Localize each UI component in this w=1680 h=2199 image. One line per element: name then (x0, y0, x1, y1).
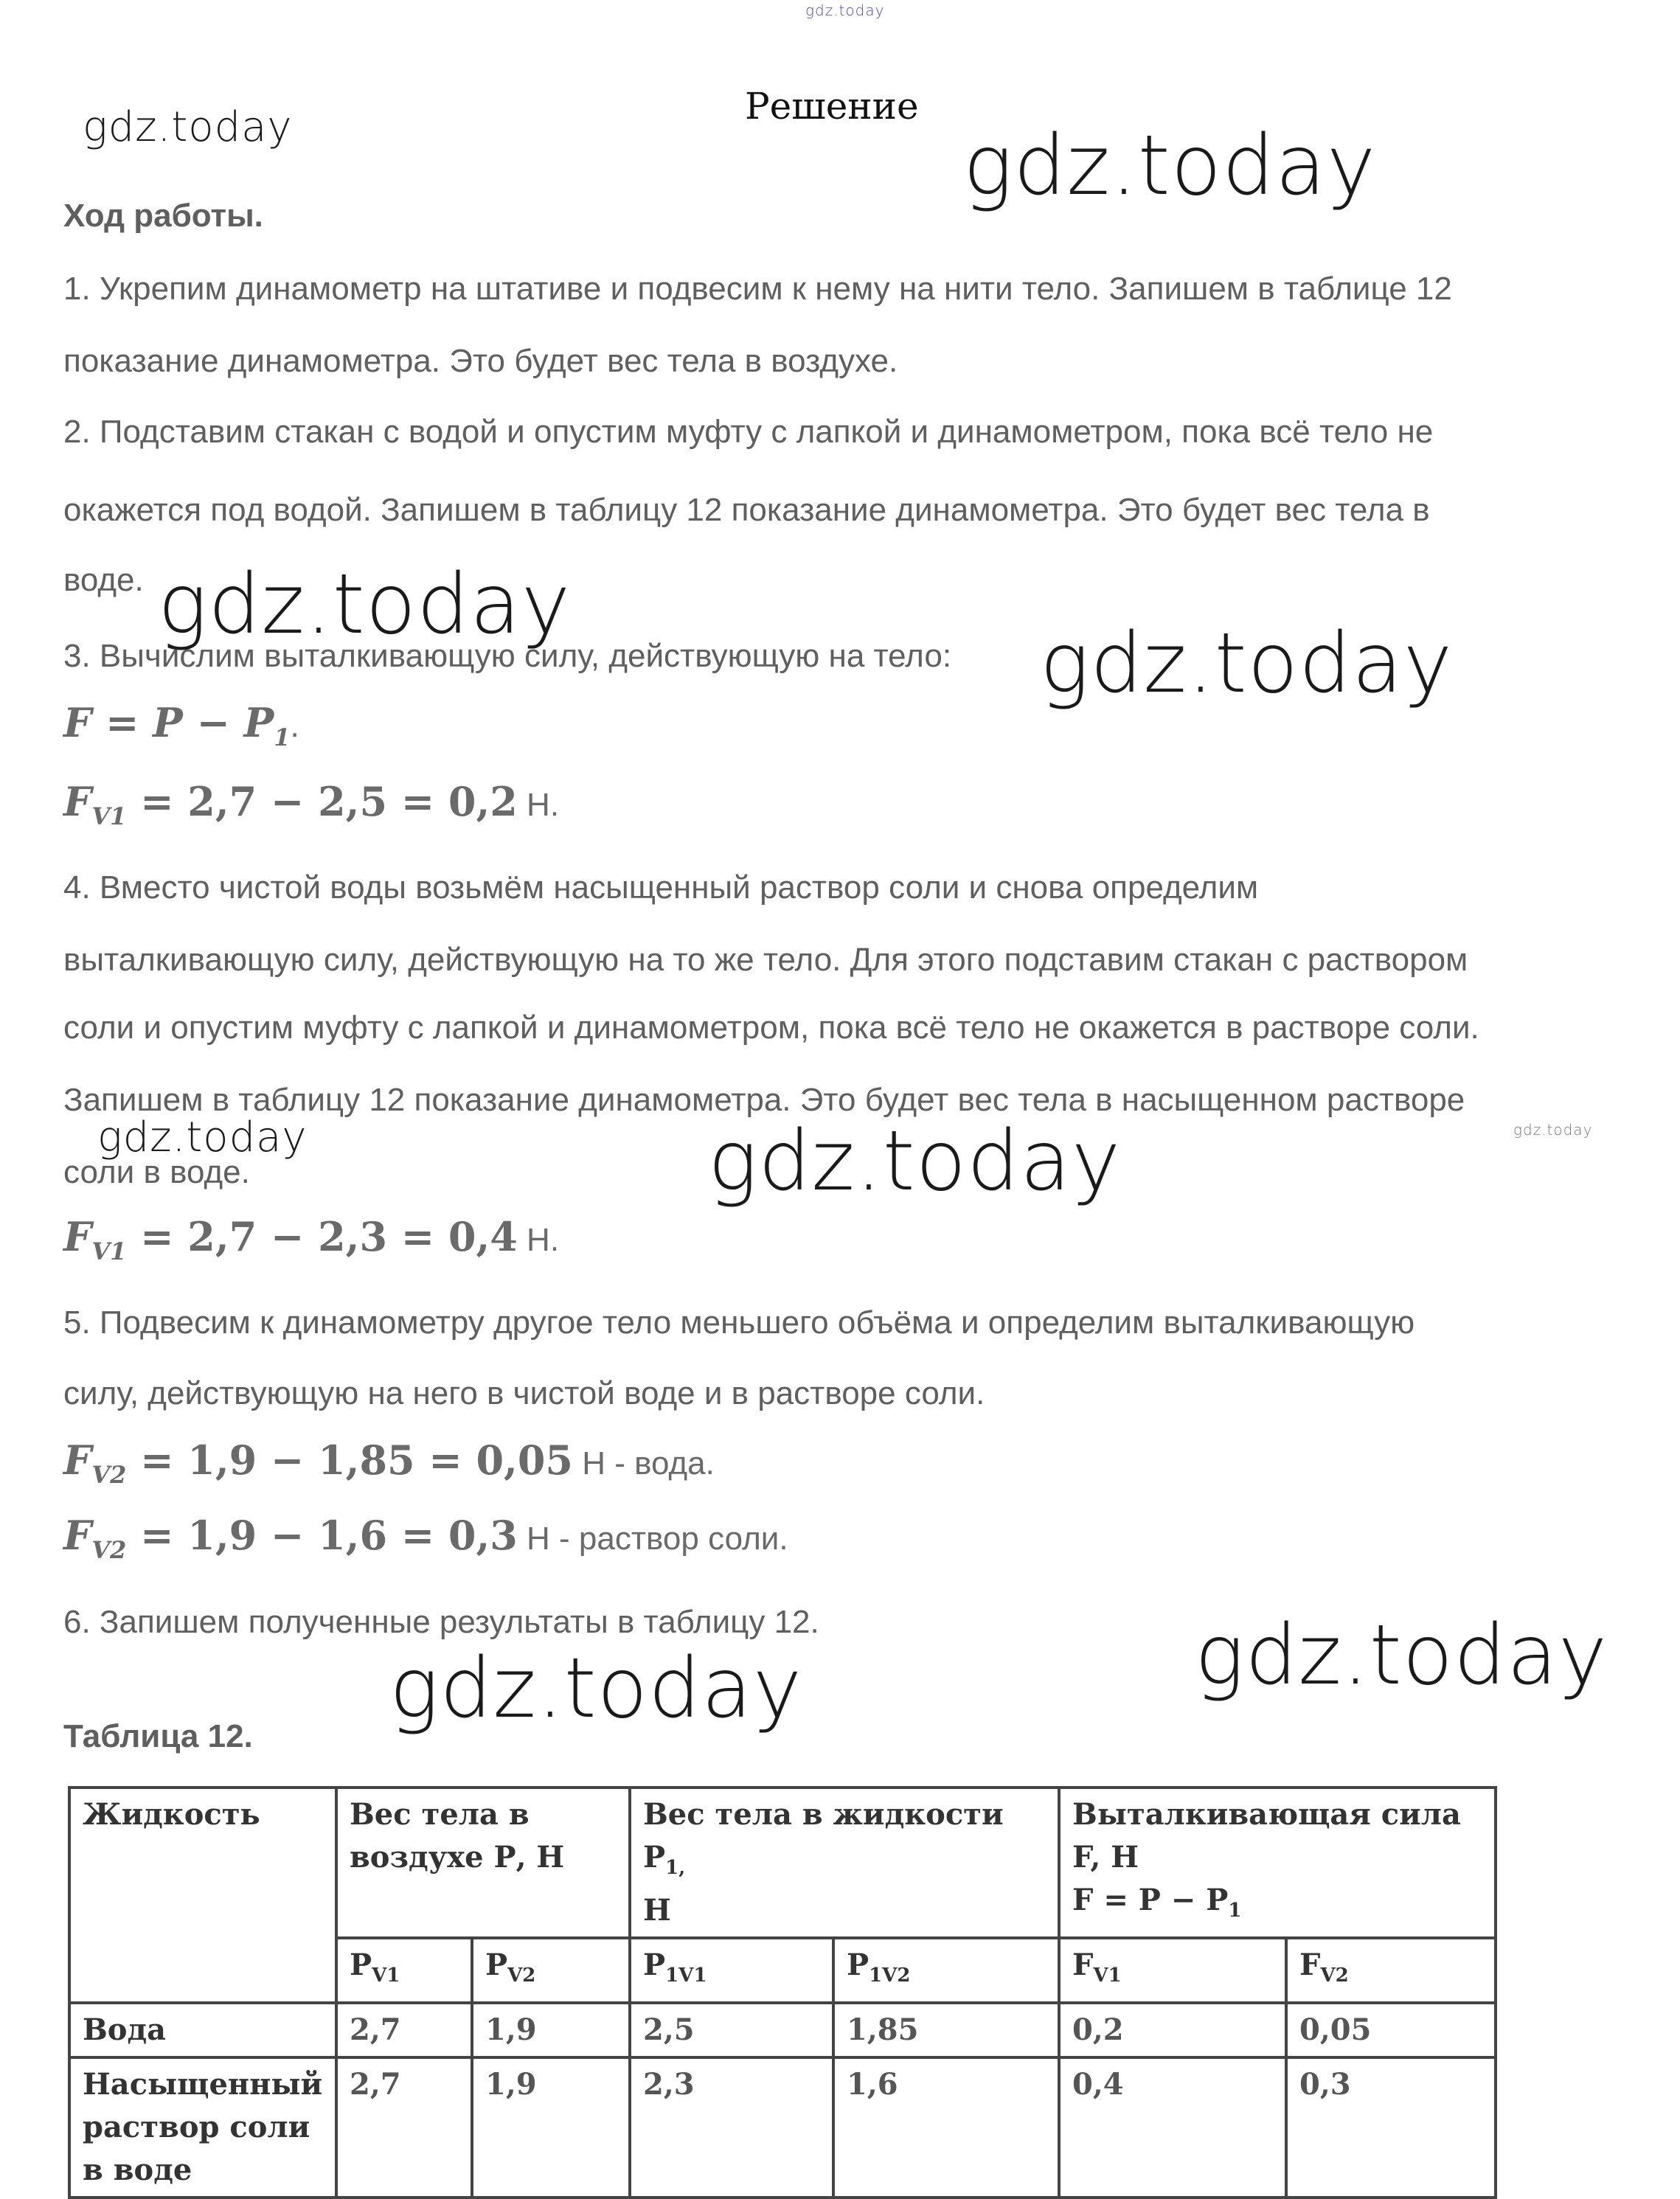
step-5-line-2: силу, действующую на него в чистой воде и в растворе соли. (63, 1375, 985, 1411)
header-weight-air: Вес тела в воздухе Р, Н (336, 1788, 630, 1938)
watermark: gdz.today (1513, 1121, 1593, 1139)
subheader-cell: $F_{V1}$ (1059, 1938, 1286, 2003)
watermark: gdz.today (1040, 616, 1454, 712)
table-cell: 0,4 (1059, 2057, 1286, 2198)
watermark: gdz.today (1195, 1608, 1608, 1703)
subheader-cell: $Р_{V2}$ (472, 1938, 630, 2003)
table-row (69, 2057, 1496, 2198)
results-table (68, 1786, 1497, 2199)
step-1-line-1: 1. Укрепим динамометр на штативе и подвесим к нему на нити тело. Запишем в таблице 12 (63, 271, 1452, 307)
row-liquid-label: Вода (69, 2003, 336, 2057)
table-cell: 1,9 (472, 2003, 630, 2057)
step-4-line-2: выталкивающую силу, действующую на то же тело. Для этого подставим стакан с раствором (63, 942, 1468, 978)
watermark: gdz.today (389, 1641, 803, 1737)
subheader-cell: $Р_{1V2}$ (833, 1938, 1059, 2003)
watermark: gdz.today (97, 1114, 308, 1161)
watermark: gdz.today (708, 1114, 1122, 1209)
header-weight-liquid: Вес тела в жидкости $Р_{1,}$ Н (630, 1788, 1059, 1938)
step-2-line-1: 2. Подставим стакан с водой и опустим муфту с лапкой и динамометром, пока всё тело не (63, 414, 1434, 450)
formula-fv2-salt: $F_{V2} = 1,9 - 1,6 = 0,3$ Н - раствор соли. (63, 1512, 788, 1564)
formula-fv2-water: $F_{V2} = 1,9 - 1,85 = 0,05$ Н - вода. (63, 1437, 715, 1489)
table-header-row (69, 1788, 1496, 1938)
table-cell: 2,7 (336, 2003, 472, 2057)
step-3-line-1: 3. Вычислим выталкивающую силу, действующую на тело: (63, 638, 952, 674)
table-cell: 0,2 (1059, 2003, 1286, 2057)
table-row (69, 2003, 1496, 2057)
formula-fv1-water: $F_{V1} = 2,7 - 2,5 = 0,2$ Н. (63, 778, 560, 830)
step-4-line-4: Запишем в таблицу 12 показание динамометра. Это будет вес тела в насыщенном растворе (63, 1082, 1465, 1118)
step-4-line-5: соли в воде. (63, 1154, 250, 1190)
step-1-line-2: показание динамометра. Это будет вес тела в воздухе. (63, 343, 898, 379)
table-cell: 1,6 (833, 2057, 1059, 2198)
section-heading: Ход работы. (63, 198, 263, 234)
table-cell: 2,5 (630, 2003, 833, 2057)
table-cell: 2,3 (630, 2057, 833, 2198)
subheader-cell: $Р_{1V1}$ (630, 1938, 833, 2003)
table-cell: 1,9 (472, 2057, 630, 2198)
step-2-line-3: воде. (63, 562, 144, 598)
watermark: gdz.today (963, 118, 1377, 214)
table-cell: 0,3 (1286, 2057, 1496, 2198)
step-2-line-2: окажется под водой. Запишем в таблицу 12 показание динамометра. Это будет вес тела в (63, 492, 1430, 528)
header-buoyant-force: Выталкивающая сила F, Н $F = Р - Р_1$ (1059, 1788, 1496, 1938)
formula-fv1-salt: $F_{V1} = 2,7 - 2,3 = 0,4$ Н. (63, 1213, 560, 1265)
watermark: gdz.today (83, 103, 293, 151)
step-4-line-1: 4. Вместо чистой воды возьмём насыщенный раствор соли и снова определим (63, 869, 1259, 906)
step-4-line-3: соли и опустим муфту с лапкой и динамометром, пока всё тело не окажется в растворе соли. (63, 1010, 1479, 1046)
subheader-cell: $F_{V2}$ (1286, 1938, 1496, 2003)
step-5-line-1: 5. Подвесим к динамометру другое тело меньшего объёма и определим выталкивающую (63, 1305, 1415, 1341)
table-cell: 2,7 (336, 2057, 472, 2198)
formula-buoyant-force: $F = P - P_1$. (63, 699, 299, 751)
row-liquid-label: Насыщенный раствор соли в воде (69, 2057, 336, 2198)
step-6-line-1: 6. Запишем полученные результаты в таблицу 12. (63, 1604, 819, 1640)
watermark-top: gdz.today (805, 1, 885, 19)
table-caption: Таблица 12. (63, 1718, 253, 1754)
table-cell: 0,05 (1286, 2003, 1496, 2057)
header-liquid: Жидкость (69, 1788, 336, 2003)
subheader-cell: $Р_{V1}$ (336, 1938, 472, 2003)
table-cell: 1,85 (833, 2003, 1059, 2057)
page-title: Решение (745, 85, 919, 128)
watermark: gdz.today (158, 557, 572, 653)
